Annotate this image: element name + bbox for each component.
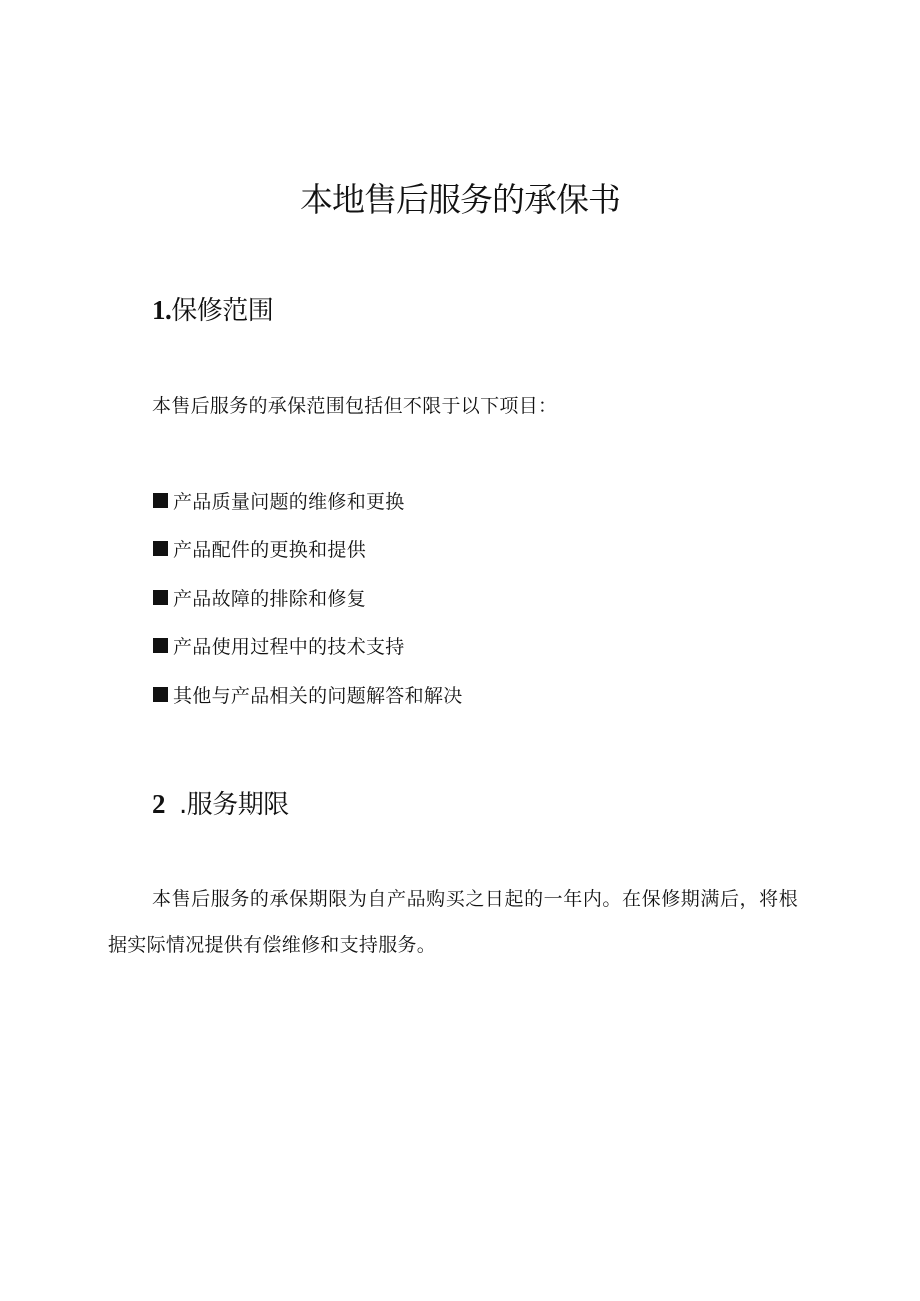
list-item-text: 产品配件的更换和提供 [173, 539, 367, 562]
warranty-items-list [152, 476, 463, 719]
list-item [152, 525, 463, 574]
list-item [152, 622, 463, 671]
list-item [152, 573, 463, 622]
section-number: 2 [152, 789, 165, 819]
square-bullet-icon [153, 638, 168, 653]
document-title: 本地售后服务的承保书 [300, 180, 620, 219]
service-period-paragraph: 本售后服务的承保期限为自产品购买之日起的一年内。在保修期满后，将根据实际情况提供有偿维修和支持服务。 [108, 888, 798, 956]
section-heading-text: .服务期限 [179, 790, 289, 820]
square-bullet-icon [153, 541, 168, 556]
section-heading-warranty-scope [152, 292, 273, 329]
square-bullet-icon [153, 687, 168, 702]
list-item-text: 产品使用过程中的技术支持 [173, 636, 405, 659]
section-heading-text: 保修范围 [171, 296, 274, 326]
list-item [152, 670, 463, 719]
square-bullet-icon [153, 590, 168, 605]
list-item-text: 产品故障的排除和修复 [173, 587, 367, 610]
section-heading-service-period [152, 786, 289, 823]
section-intro: 本售后服务的承保范围包括但不限于以下项目： [152, 395, 558, 417]
list-item-text: 产品质量问题的维修和更换 [173, 490, 405, 513]
list-item [152, 476, 463, 525]
square-bullet-icon [153, 493, 168, 508]
list-item-text: 其他与产品相关的问题解答和解决 [173, 684, 463, 707]
section-number: 1. [152, 295, 172, 325]
